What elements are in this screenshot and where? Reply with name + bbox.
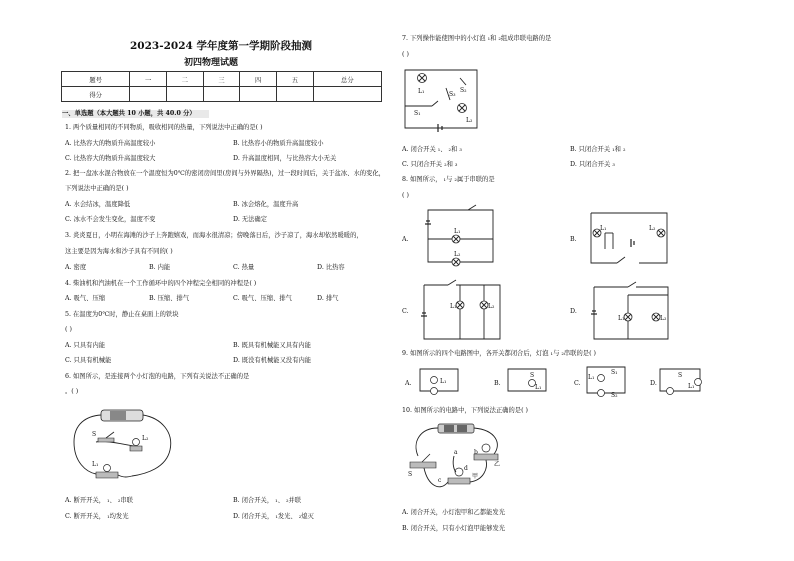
- score-header-cell: 题号: [62, 72, 130, 87]
- q9c-s1-label: S₁: [611, 369, 618, 376]
- point-c-label: c: [438, 477, 442, 484]
- q3-option-a[interactable]: A. 密度: [65, 264, 87, 271]
- q4-option-b[interactable]: B. 压缩、排气: [149, 295, 190, 302]
- q3-option-c[interactable]: C. 热量: [233, 264, 255, 271]
- score-header-cell: 一: [130, 72, 167, 87]
- q9d-l1-label: L₁: [688, 383, 695, 390]
- q8d-l1-label: L₁: [618, 315, 625, 322]
- bulb-l1-label: L₁: [418, 88, 425, 95]
- bulb-jia-icon: [455, 468, 463, 476]
- score-header-cell: 五: [277, 72, 314, 87]
- bulb-l2-label: L₂: [142, 435, 149, 442]
- q6-option-d[interactable]: D. 闭合开关， ₁发光、 ₂熄灭: [233, 513, 314, 520]
- score-cell[interactable]: [130, 87, 167, 102]
- score-header-cell: 四: [240, 72, 277, 87]
- q6-option-b[interactable]: B. 闭合开关， ₁、 ₂并联: [233, 497, 302, 504]
- q2-option-d[interactable]: D. 无法确定: [233, 216, 268, 223]
- switch-icon: [98, 438, 114, 442]
- q7-option-c[interactable]: C. 只闭合开关 ₂和 ₃: [402, 161, 458, 168]
- switch-s3-label: S₃: [449, 91, 456, 98]
- q9d-s-label: S: [678, 372, 683, 379]
- q2-stem-line1: 2. 把一盘冰水混合物放在一个温度恒为0℃的密闭房间里(房间与外界隔热)，过一段时间后，关于盆冰、水的变化，: [65, 170, 385, 177]
- q8-a-circuit: [418, 207, 498, 269]
- q2-option-a[interactable]: A. 水会结冰，温度降低: [65, 201, 131, 208]
- q5-option-d[interactable]: D. 既没有机械能又没有内能: [233, 357, 312, 364]
- q8b-l1-label: L₁: [600, 225, 607, 232]
- section-heading: 一、单选题（本大题共 10 小题，共 40.0 分）: [62, 110, 209, 118]
- score-table-score-row: [62, 87, 382, 102]
- point-d-label: d: [464, 465, 468, 472]
- q9a-l1-label: L₁: [440, 378, 447, 385]
- q9-stem: 9. 如图所示的四个电路图中，各开关都闭合后，灯泡 ₁与 ₂串联的是( ): [402, 350, 596, 357]
- bulb-yi-icon: [482, 444, 490, 452]
- battery-box-icon: [438, 424, 474, 433]
- q5-stem: 5. 在温度为0℃时，静止在桌面上的铁块: [65, 311, 179, 318]
- q2-option-c[interactable]: C. 冰水不会发生变化，温度不变: [65, 216, 156, 223]
- score-cell[interactable]: [313, 87, 381, 102]
- q6-option-a[interactable]: A. 断开开关， ₁、 ₂串联: [65, 497, 133, 504]
- bulb-jia-label: 甲: [472, 473, 479, 480]
- score-table: [61, 71, 382, 102]
- q9c-s2-label: S₂: [611, 392, 618, 399]
- bulb-l2-label: L₂: [466, 117, 473, 124]
- q8a-l1-label: L₁: [454, 228, 461, 235]
- q9-option-d[interactable]: D.: [650, 380, 657, 387]
- q8-stem: 8. 如图所示， ₁与 ₂属于串联的是: [402, 176, 495, 183]
- q5-option-c[interactable]: C. 只具有机械能: [65, 357, 112, 364]
- score-row-label: 得分: [62, 87, 130, 102]
- q7-option-d[interactable]: D. 只闭合开关 ₃: [570, 161, 615, 168]
- q9-a-circuit: [418, 366, 462, 396]
- q7-option-b[interactable]: B. 只闭合开关 ₁和 ₂: [570, 146, 626, 153]
- q9-option-c[interactable]: C.: [574, 380, 581, 387]
- q8-paren: ( ): [402, 192, 409, 199]
- q3-option-d[interactable]: D. 比热容: [317, 264, 345, 271]
- q4-stem: 4. 柴油机和汽油机在一个工作循环中的四个冲程完全相同的冲程是( ): [65, 280, 257, 287]
- q1-stem: 1. 两个质量相同的不同物质，吸收相同的热量，下列说法中正确的是( ): [65, 124, 263, 131]
- q9-d-circuit: [658, 366, 708, 396]
- q9b-l1-label: L₁: [535, 384, 542, 391]
- score-table-header-row: [62, 72, 382, 87]
- q5-option-b[interactable]: B. 既具有机械能又具有内能: [233, 342, 311, 349]
- score-header-cell: 二: [166, 72, 203, 87]
- q9-option-a[interactable]: A.: [405, 380, 412, 387]
- q6-option-c[interactable]: C. 断开开关， ₁均发光: [65, 513, 129, 520]
- point-a-label: a: [454, 449, 458, 456]
- switch-s1-label: S₁: [414, 110, 421, 117]
- q3-option-b[interactable]: B. 内能: [149, 264, 171, 271]
- q9c-l1-label: L₁: [588, 374, 595, 381]
- q9-c-circuit: [585, 364, 631, 398]
- score-cell[interactable]: [240, 87, 277, 102]
- point-b-label: b: [474, 449, 478, 456]
- q8-option-d[interactable]: D.: [570, 308, 577, 315]
- q10-stem: 10. 如图所示的电路中，下列说法正确的是( ): [402, 407, 528, 414]
- q4-option-d[interactable]: D. 排气: [317, 295, 339, 302]
- battery-cell-icon: [110, 411, 126, 420]
- bulb-l1-label: L₁: [92, 461, 99, 468]
- q8-option-a[interactable]: A.: [402, 236, 409, 243]
- q8a-l2-label: L₂: [454, 251, 461, 258]
- q8-c-circuit: [420, 283, 506, 343]
- score-header-cell: 总分: [313, 72, 381, 87]
- q8-option-b[interactable]: B.: [570, 236, 577, 243]
- exam-subtitle: 初四物理试题: [184, 58, 239, 68]
- switch-label: S: [92, 431, 97, 438]
- score-cell[interactable]: [166, 87, 203, 102]
- q8b-l2-label: L₂: [649, 225, 656, 232]
- q3-stem-line1: 3. 炎炎夏日，小明在海滩的沙子上奔跑嬉戏，而海水很清凉；傍晚落日后，沙子凉了，海水却依然暖暖的，: [65, 232, 363, 239]
- q7-stem: 7. 下列操作能使图中的小灯泡 ₁和 ₂组成串联电路的是: [402, 35, 552, 42]
- bulb-l2-icon: [133, 439, 140, 446]
- q5-paren: ( ): [65, 326, 72, 333]
- q1-option-c[interactable]: C. 比热容大的物质升高温度较大: [65, 155, 156, 162]
- q8-option-c[interactable]: C.: [402, 308, 409, 315]
- q6-paren: 。( ): [65, 388, 79, 395]
- exam-title: 2023-2024 学年度第一学期阶段抽测: [130, 40, 312, 52]
- q2-stem-line2: 下列说法中正确的是( ): [65, 185, 129, 192]
- q8-d-circuit: [588, 281, 674, 343]
- q7-option-a[interactable]: A. 闭合开关 ₁、 ₂和 ₃: [402, 146, 462, 153]
- score-cell[interactable]: [203, 87, 240, 102]
- q3-stem-line2: 这主要是因为海水和沙子具有不同的( ): [65, 248, 173, 255]
- score-cell[interactable]: [277, 87, 314, 102]
- q7-paren: ( ): [402, 51, 409, 58]
- q6-circuit-figure: [66, 402, 186, 492]
- switch-label: S: [408, 471, 413, 478]
- q4-option-c[interactable]: C. 吸气、压缩、排气: [233, 295, 292, 302]
- bulb-yi-label: 乙: [494, 461, 501, 468]
- bulb-l1-icon: [104, 465, 111, 472]
- q8-b-circuit: [585, 211, 671, 269]
- switch-s2-label: S₂: [460, 87, 467, 94]
- q8c-l1-label: L₁: [450, 303, 457, 310]
- q6-stem: 6. 如图所示，是连接两个小灯泡的电路，下列有关说法不正确的是: [65, 373, 250, 380]
- q7-circuit-figure: [402, 66, 482, 134]
- q9-option-b[interactable]: B.: [494, 380, 501, 387]
- q8d-l2-label: L₂: [660, 315, 667, 322]
- q2-option-b[interactable]: B. 冰会熔化，温度升高: [233, 201, 299, 208]
- score-header-cell: 三: [203, 72, 240, 87]
- switch-icon: [410, 462, 436, 468]
- q9b-s-label: S: [530, 372, 535, 379]
- q5-option-a[interactable]: A. 只具有内能: [65, 342, 106, 349]
- q1-option-b[interactable]: B. 比热容小的物质升高温度较小: [233, 140, 324, 147]
- q1-option-d[interactable]: D. 升高温度相同，与比热容大小无关: [233, 155, 337, 162]
- q9-b-circuit: [506, 366, 550, 396]
- q10-circuit-figure: [404, 420, 512, 500]
- q4-option-a[interactable]: A. 吸气、压缩: [65, 295, 106, 302]
- q10-option-b[interactable]: B. 闭合开关，只有小灯泡甲能够发光: [402, 525, 506, 532]
- q1-option-a[interactable]: A. 比热容大的物质升高温度较小: [65, 140, 156, 147]
- q8c-l2-label: L₂: [488, 303, 495, 310]
- q10-option-a[interactable]: A. 闭合开关，小灯泡甲和乙都能发光: [402, 509, 506, 516]
